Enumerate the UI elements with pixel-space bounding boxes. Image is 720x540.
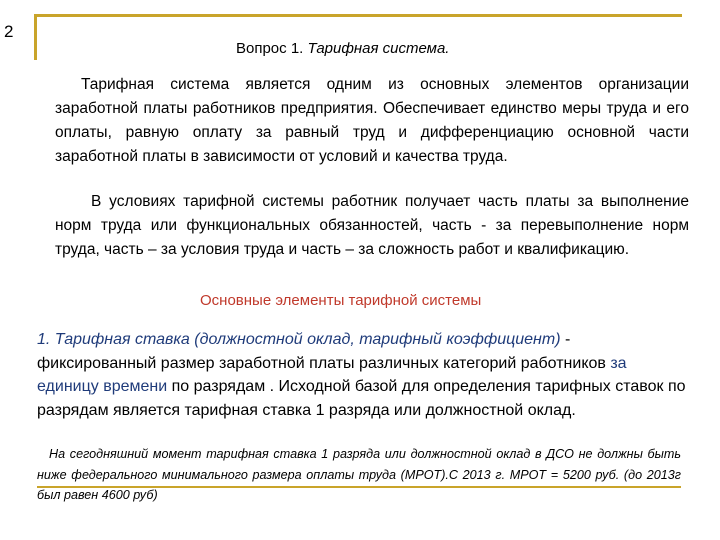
note-mrot — [37, 444, 681, 506]
frame-bottom-border — [37, 486, 681, 488]
section-heading: Основные элементы тарифной системы — [200, 292, 482, 309]
slide-title — [236, 40, 449, 57]
slide-title-emphasis: Тарифная система. — [307, 40, 450, 57]
item-lead: 1. Тарифная ставка (должностной оклад, тарифный коэффициент) — [37, 331, 561, 348]
slide-number: 2 — [4, 22, 14, 41]
paragraph-definition: Тарифная система является одним из основных элементов организации заработной платы работников предприятия. Обеспечивает единство меры труда и его оплаты, равную оплату за равный труд и дифференциацию основной части заработной платы в зависимости от условий и качества труда. — [55, 76, 689, 165]
frame-top-border — [34, 14, 682, 17]
item-text-b: по разрядам . Исходной базой для определения тарифных ставок по разрядам является тарифная ставка 1 разряда или должностной оклад. — [37, 378, 686, 419]
paragraph-pay-parts: В условиях тарифной системы работник получает часть платы за выполнение норм труда или функциональных обязанностей, часть - за перевыполнение норм труда, часть – за условия труда и часть – за сложность работ и квалификацию. — [55, 193, 689, 258]
slide-title-prefix: Вопрос 1. — [236, 40, 308, 57]
list-item-tariff-rate — [37, 328, 689, 422]
item-text-a: - фиксированный размер заработной платы различных категорий работников — [37, 331, 611, 372]
note-text: На сегодняшний момент тарифная ставка 1 разряда или должностной оклад в ДСО не должны быть ниже федерального минимального размера оплаты труда (МРОТ).С 2013 г. МРОТ = 5200 руб. (до 2013г был равен 4600 руб) — [37, 447, 681, 502]
item-highlight: за единицу времени — [37, 354, 627, 395]
frame-left-border — [34, 14, 37, 60]
